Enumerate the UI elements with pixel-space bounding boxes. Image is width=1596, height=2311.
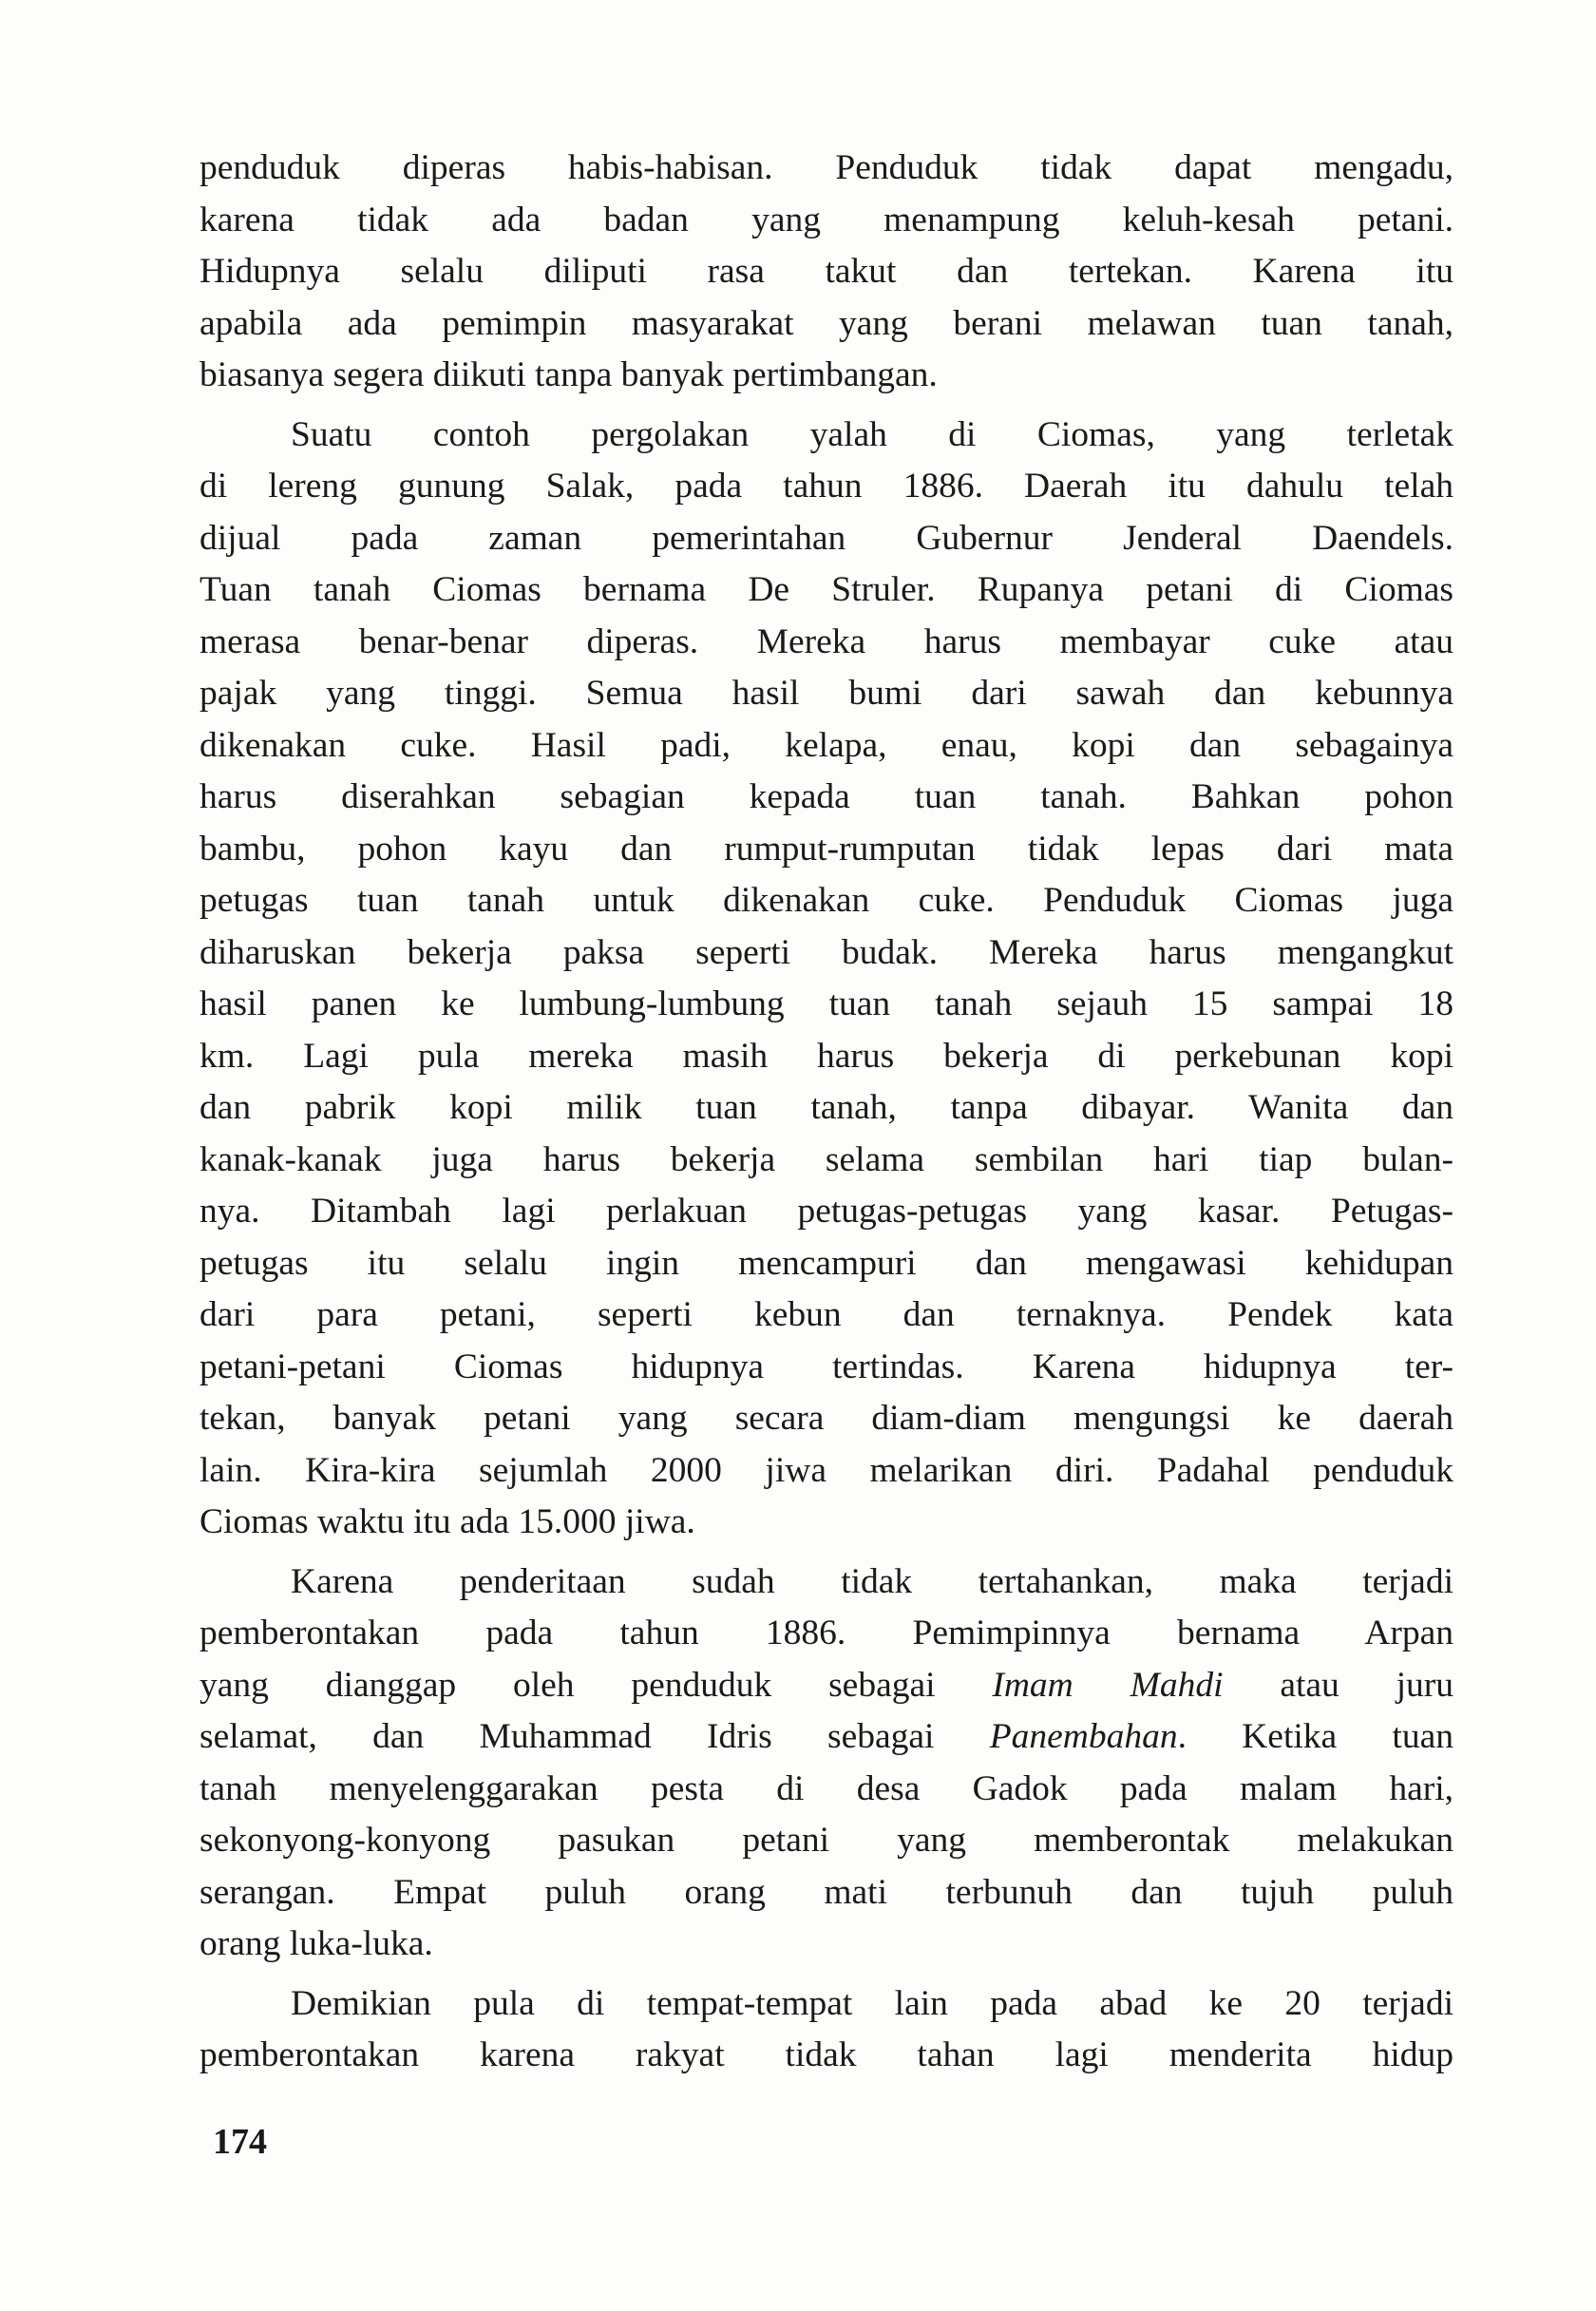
text-line: Hidupnya selalu diliputi rasa takut dan tertekan. Karena itu [200, 252, 1454, 291]
text-line: hasil panen ke lumbung-lumbung tuan tanah sejauh 15 sampai 18 [200, 984, 1454, 1023]
text-line: Ciomas waktu itu ada 15.000 jiwa. [200, 1502, 695, 1541]
text-line: harus diserahkan sebagian kepada tuan tanah. Bahkan pohon [200, 777, 1454, 816]
text-line: karena tidak ada badan yang menampung keluh-kesah petani. [200, 200, 1454, 239]
text-line: dan pabrik kopi milik tuan tanah, tanpa dibayar. Wanita dan [200, 1088, 1454, 1127]
text-line: merasa benar-benar diperas. Mereka harus membayar cuke atau [200, 621, 1454, 661]
text-line: Demikian pula di tempat-tempat lain pada abad ke 20 terjadi [291, 1983, 1454, 2023]
italic-term: Imam Mahdi [992, 1665, 1224, 1705]
text-line: biasanya segera diikuti tanpa banyak pertimbangan. [200, 355, 938, 394]
text-line: dikenakan cuke. Hasil padi, kelapa, enau, kopi dan sebagainya [200, 725, 1454, 765]
italic-term: Panembahan [989, 1717, 1178, 1756]
text-line: kanak-kanak juga harus bekerja selama sembilan hari tiap bulan- [200, 1139, 1454, 1179]
text-line: km. Lagi pula mereka masih harus bekerja di perkebunan kopi [200, 1036, 1454, 1076]
text-line: petani-petani Ciomas hidupnya tertindas. Karena hidupnya ter- [200, 1346, 1454, 1386]
text-line: pemberontakan pada tahun 1886. Pemimpinnya bernama Arpan [200, 1614, 1454, 1652]
text-line: penduduk diperas habis-habisan. Penduduk tidak dapat mengadu, [200, 148, 1454, 187]
text-line: pemberontakan karena rakyat tidak tahan lagi menderita hidup [200, 2035, 1454, 2074]
text-line: bambu, pohon kayu dan rumput-rumputan tidak lepas dari mata [200, 829, 1454, 869]
text-line: petugas tuan tanah untuk dikenakan cuke. Penduduk Ciomas juga [200, 881, 1454, 920]
paragraph [200, 410, 1454, 1549]
text-line: serangan. Empat puluh orang mati terbunuh dan tujuh puluh [200, 1872, 1454, 1912]
text-line: apabila ada pemimpin masyarakat yang berani melawan tuan tanah, [200, 303, 1454, 343]
text-line: Suatu contoh pergolakan yalah di Ciomas, yang terletak [291, 414, 1454, 454]
text-line: dijual pada zaman pemerintahan Gubernur Jenderal Daendels. [200, 518, 1454, 558]
text-line: yang dianggap oleh penduduk sebagai Imam Mahdi atau juru [200, 1665, 1454, 1705]
text-line: di lereng gunung Salak, pada tahun 1886. Daerah itu dahulu telah [200, 467, 1454, 506]
paragraph [200, 1557, 1454, 1971]
text-line: Tuan tanah Ciomas bernama De Struler. Rupanya petani di Ciomas [200, 570, 1454, 609]
text-line: dari para petani, seperti kebun dan ternaknya. Pendek kata [200, 1295, 1454, 1334]
text-line: tekan, banyak petani yang secara diam-diam mengungsi ke daerah [200, 1399, 1454, 1438]
text-line: diharuskan bekerja paksa seperti budak. Mereka harus mengangkut [200, 932, 1454, 972]
page-number: 174 [213, 2122, 267, 2162]
body-text [200, 143, 1454, 2082]
text-line: sekonyong-konyong pasukan petani yang memberontak melakukan [200, 1821, 1454, 1860]
text-line: petugas itu selalu ingin mencampuri dan mengawasi kehidupan [200, 1243, 1454, 1283]
paragraph [200, 143, 1454, 402]
text-line: tanah menyelenggarakan pesta di desa Gadok pada malam hari, [200, 1768, 1454, 1808]
text-line: nya. Ditambah lagi perlakuan petugas-petugas yang kasar. Petugas- [200, 1192, 1454, 1231]
text-line: Karena penderitaan sudah tidak tertahankan, maka terjadi [291, 1561, 1454, 1601]
text-line: selamat, dan Muhammad Idris sebagai Panembahan. Ketika tuan [200, 1717, 1454, 1756]
text-line: lain. Kira-kira sejumlah 2000 jiwa melarikan diri. Padahal penduduk [200, 1450, 1454, 1490]
text-line: orang luka-luka. [200, 1924, 433, 1963]
text-line: pajak yang tinggi. Semua hasil bumi dari sawah dan kebunnya [200, 674, 1454, 713]
paragraph [200, 1978, 1454, 2082]
